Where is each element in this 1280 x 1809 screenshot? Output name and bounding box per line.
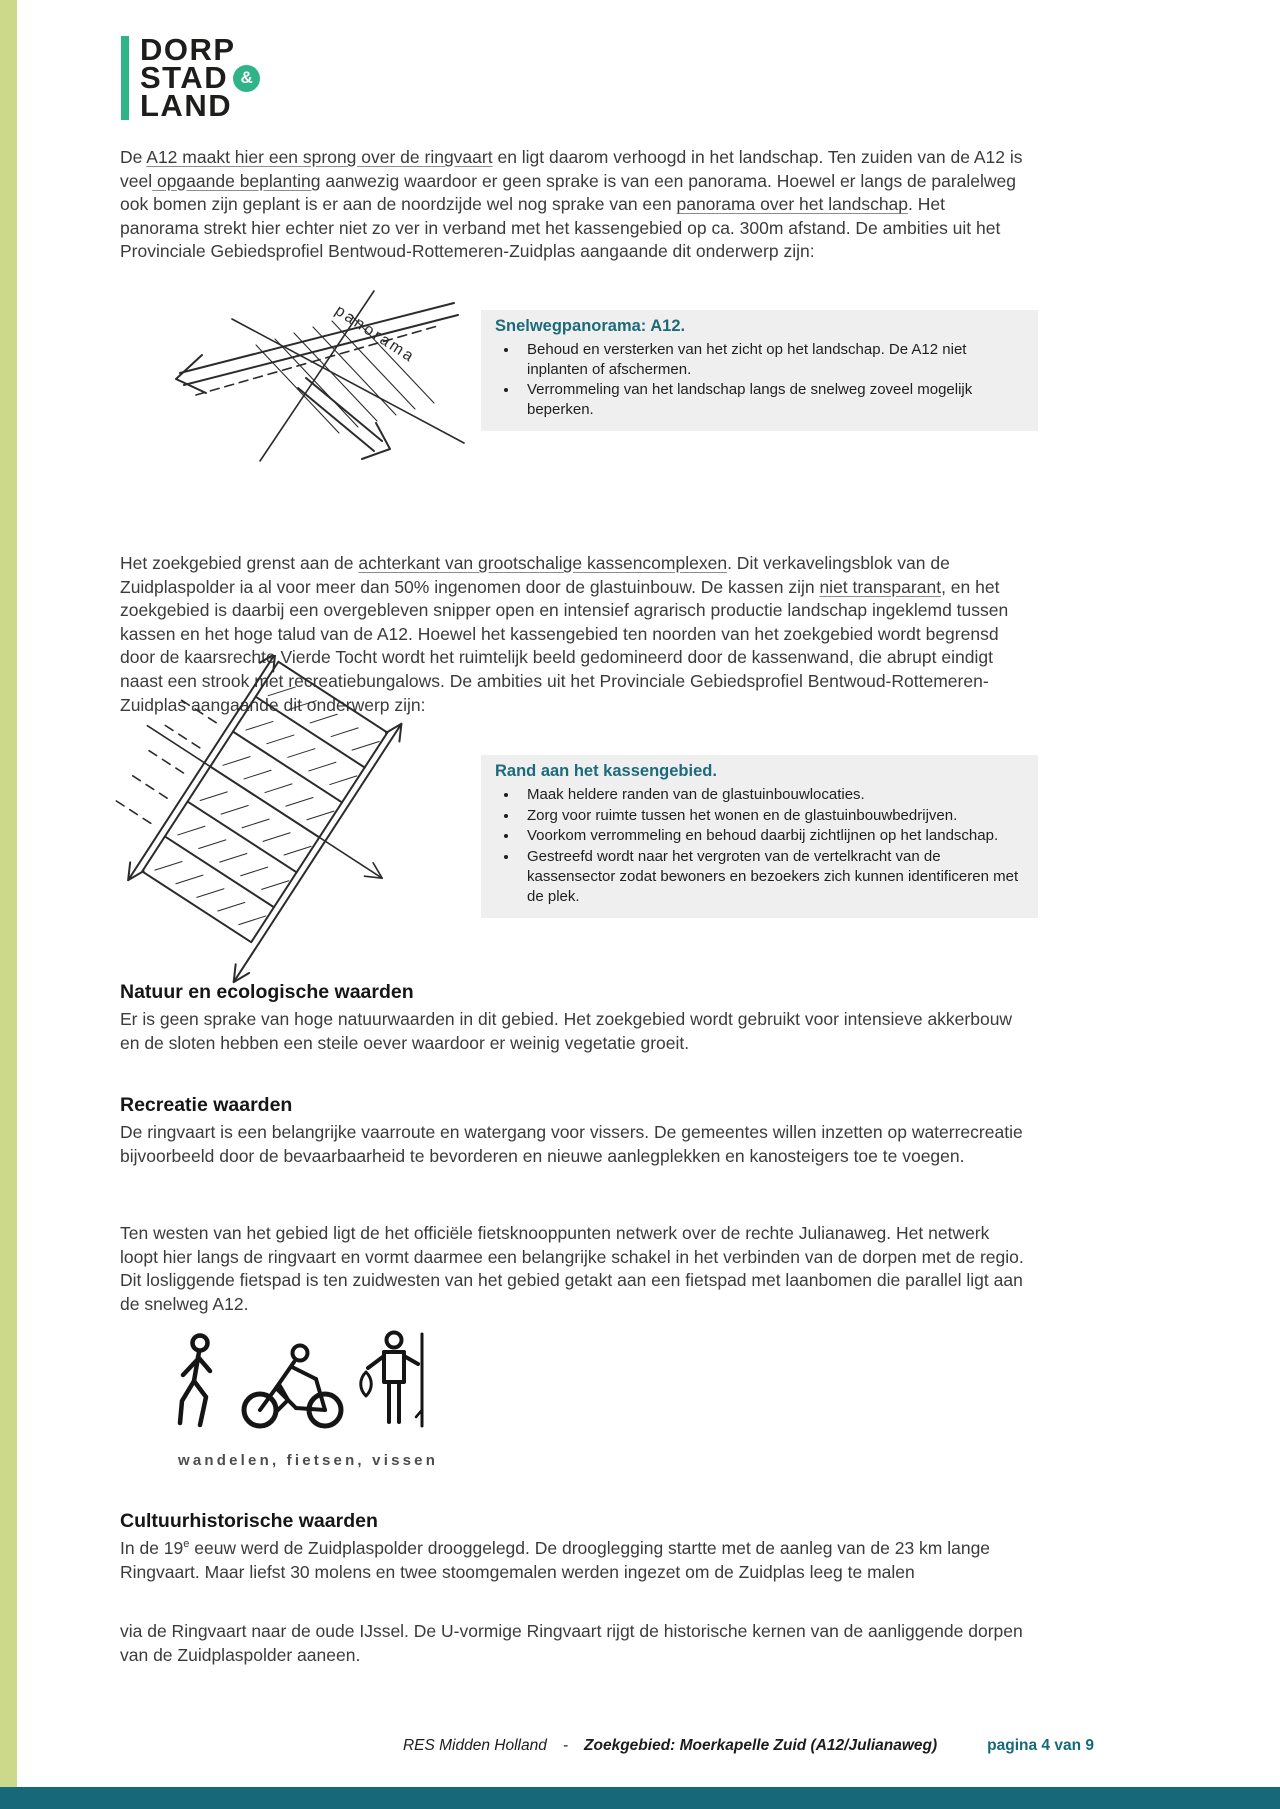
bullet-item: • Maak heldere randen van de glastuinbouwlocaties. [519, 785, 1024, 805]
heading-cultuurhistorie: Cultuurhistorische waarden [120, 1510, 378, 1532]
text-run: . Dit verkavelingsblok van de Zuidplaspolder ia al voor meer dan 50% ingenomen door de glastuinbouw. De kassen zijn [120, 553, 950, 597]
recreatie-paragraph: De ringvaart is een belangrijke vaarroute en watergang voor vissers. De gemeentes willen inzetten op waterrecreatie bijvoorbeeld door de bevaarbaarheid te bevorderen en nieuwe aanlegplekken en kanosteigers toe te voegen. [120, 1122, 1023, 1166]
bullet-item: • Verrommeling van het landschap langs de snelweg zoveel mogelijk beperken. [519, 380, 1024, 420]
heading-recreatie: Recreatie waarden [120, 1094, 293, 1116]
box-bullet-list [495, 340, 1024, 420]
cycling-icon [238, 1340, 348, 1430]
natuur-paragraph: Er is geen sprake van hoge natuurwaarden in dit gebied. Het zoekgebied wordt gebruikt voor intensieve akkerbouw en de sloten hebben een steile oever waardoor er weinig vegetatie groeit. [120, 1009, 1013, 1053]
icons-caption: wandelen, fietsen, vissen [178, 1452, 439, 1469]
box-title-snelwegpanorama: Snelwegpanorama: A12. [495, 317, 686, 335]
text-run: De [120, 147, 147, 167]
text-link[interactable]: panorama over het landschap [676, 194, 909, 215]
cultuurhistorie-paragraph-2: via de Ringvaart naar de oude IJssel. De U-vormige Ringvaart rijgt de historische kernen van de aanliggende dorpen van de Zuidplaspolder aaneen. [120, 1621, 1023, 1665]
bullet-item: • Voorkom verrommeling en behoud daarbij zichtlijnen op het landschap. [519, 826, 1024, 846]
left-accent-stripe [0, 0, 17, 1809]
fietsnetwerk-paragraph: Ten westen van het gebied ligt de het officiële fietsknooppunten netwerk over de rechte Julianaweg. Het netwerk loopt hier langs de ringvaart en vormt daarmee een belangrijke schakel in het verbinden van de dorpen met de regio. Dit losliggende fietspad is ten zuidwesten van het gebied getakt aan een fietspad met laanbomen die parallel ligt aan de snelweg A12. [120, 1223, 1024, 1314]
walking-icon [170, 1333, 225, 1429]
footer-page-number: pagina 4 van 9 [987, 1737, 1094, 1754]
text-link[interactable]: A12 maakt hier een sprong over de ringvaart [146, 147, 493, 167]
logo-bar [121, 36, 129, 120]
text-link[interactable]: opgaande beplanting [152, 170, 321, 191]
text-run: Het zoekgebied grenst aan de [120, 553, 359, 573]
panorama-sketch [136, 283, 466, 468]
logo-line-land: LAND [140, 88, 233, 123]
bottom-accent-bar [0, 1787, 1280, 1809]
kassen-sketch [115, 655, 415, 990]
cultuurhistorie-paragraph-1 [120, 1537, 1028, 1584]
text-run: aanwezig waardoor er geen sprake is van een panorama. Hoewel er langs de paralelweg ook bomen zijn geplant is er aan de noordzijde wel nog sprake van een [120, 170, 1017, 215]
ambition-box-snelwegpanorama [481, 310, 1038, 431]
text-run: e [183, 1538, 190, 1551]
logo-ampersand-badge: & [233, 65, 260, 92]
text-run: . Het panorama strekt hier echter niet zo ver in verband met het kassengebied op ca. 300m afstand. De ambities uit het Provinciale Gebiedsprofiel Bentwoud-Rottemeren-Zuidplas aangaande dit onderwerp zijn: [120, 194, 1001, 262]
page-footer [0, 1737, 1094, 1755]
footer-separator: - [562, 1737, 569, 1754]
footer-project: RES Midden Holland [402, 1737, 547, 1754]
logo-line-stad: STAD [140, 60, 229, 95]
heading-natuur: Natuur en ecologische waarden [120, 981, 414, 1003]
text-run: eeuw werd de Zuidplaspolder drooggelegd. De drooglegging startte met de aanleg van de 23 km lange Ringvaart. Maar liefst 30 molens en twee stoomgemalen werden ingezet om de Zuidplas leeg te malen [120, 1538, 991, 1582]
bullet-item: • Gestreefd wordt naar het vergroten van de vertelkracht van de kassensector zodat bewoners en bezoekers zich kunnen identificeren met de plek. [519, 847, 1024, 906]
panorama-sketch-label: panorama [331, 302, 419, 367]
fishing-icon [352, 1330, 434, 1430]
bullet-item: • Behoud en versterken van het zicht op het landschap. De A12 niet inplanten of afschermen. [519, 340, 1024, 380]
logo-line-dorp: DORP [140, 32, 236, 67]
logo-text [140, 32, 260, 123]
logo [121, 32, 260, 123]
text-run: , en het zoekgebied is daarbij een overgebleven snipper open en intensief agrarisch productie landschap ingeklemd tussen kassen en het hoge talud van de A12. Hoewel het kassengebied ten noorden van het zoekgebied wordt begrensd door de kaarsrechte Vierde Tocht wordt het ruimtelijk beeld gedomineerd door de kassenwand, die abrupt eindigt naast een strook met recreatiebungalows. De ambities uit het Provinciale Gebiedsprofiel Bentwoud-Rottemeren-Zuidplas aangaande dit onderwerp zijn: [120, 576, 1009, 715]
intro-paragraph [120, 146, 1028, 264]
bullet-item: • Zorg voor ruimte tussen het wonen en de glastuinbouwbedrijven. [519, 806, 1024, 826]
text-link[interactable]: niet transparant [819, 576, 942, 597]
box-bullet-list [495, 785, 1024, 907]
text-run: en ligt daarom verhoogd in het landschap. Ten zuiden van de A12 is veel [120, 147, 1023, 191]
text-run: In de 19 [120, 1538, 184, 1558]
box-title-kassengebied: Rand aan het kassengebied. [495, 762, 717, 780]
footer-zoekgebied: Zoekgebied: Moerkapelle Zuid (A12/Julianaweg) [584, 1737, 938, 1754]
ambition-box-kassengebied [481, 755, 1038, 918]
text-link[interactable]: achterkant van grootschalige kassencomplexen [358, 553, 728, 573]
